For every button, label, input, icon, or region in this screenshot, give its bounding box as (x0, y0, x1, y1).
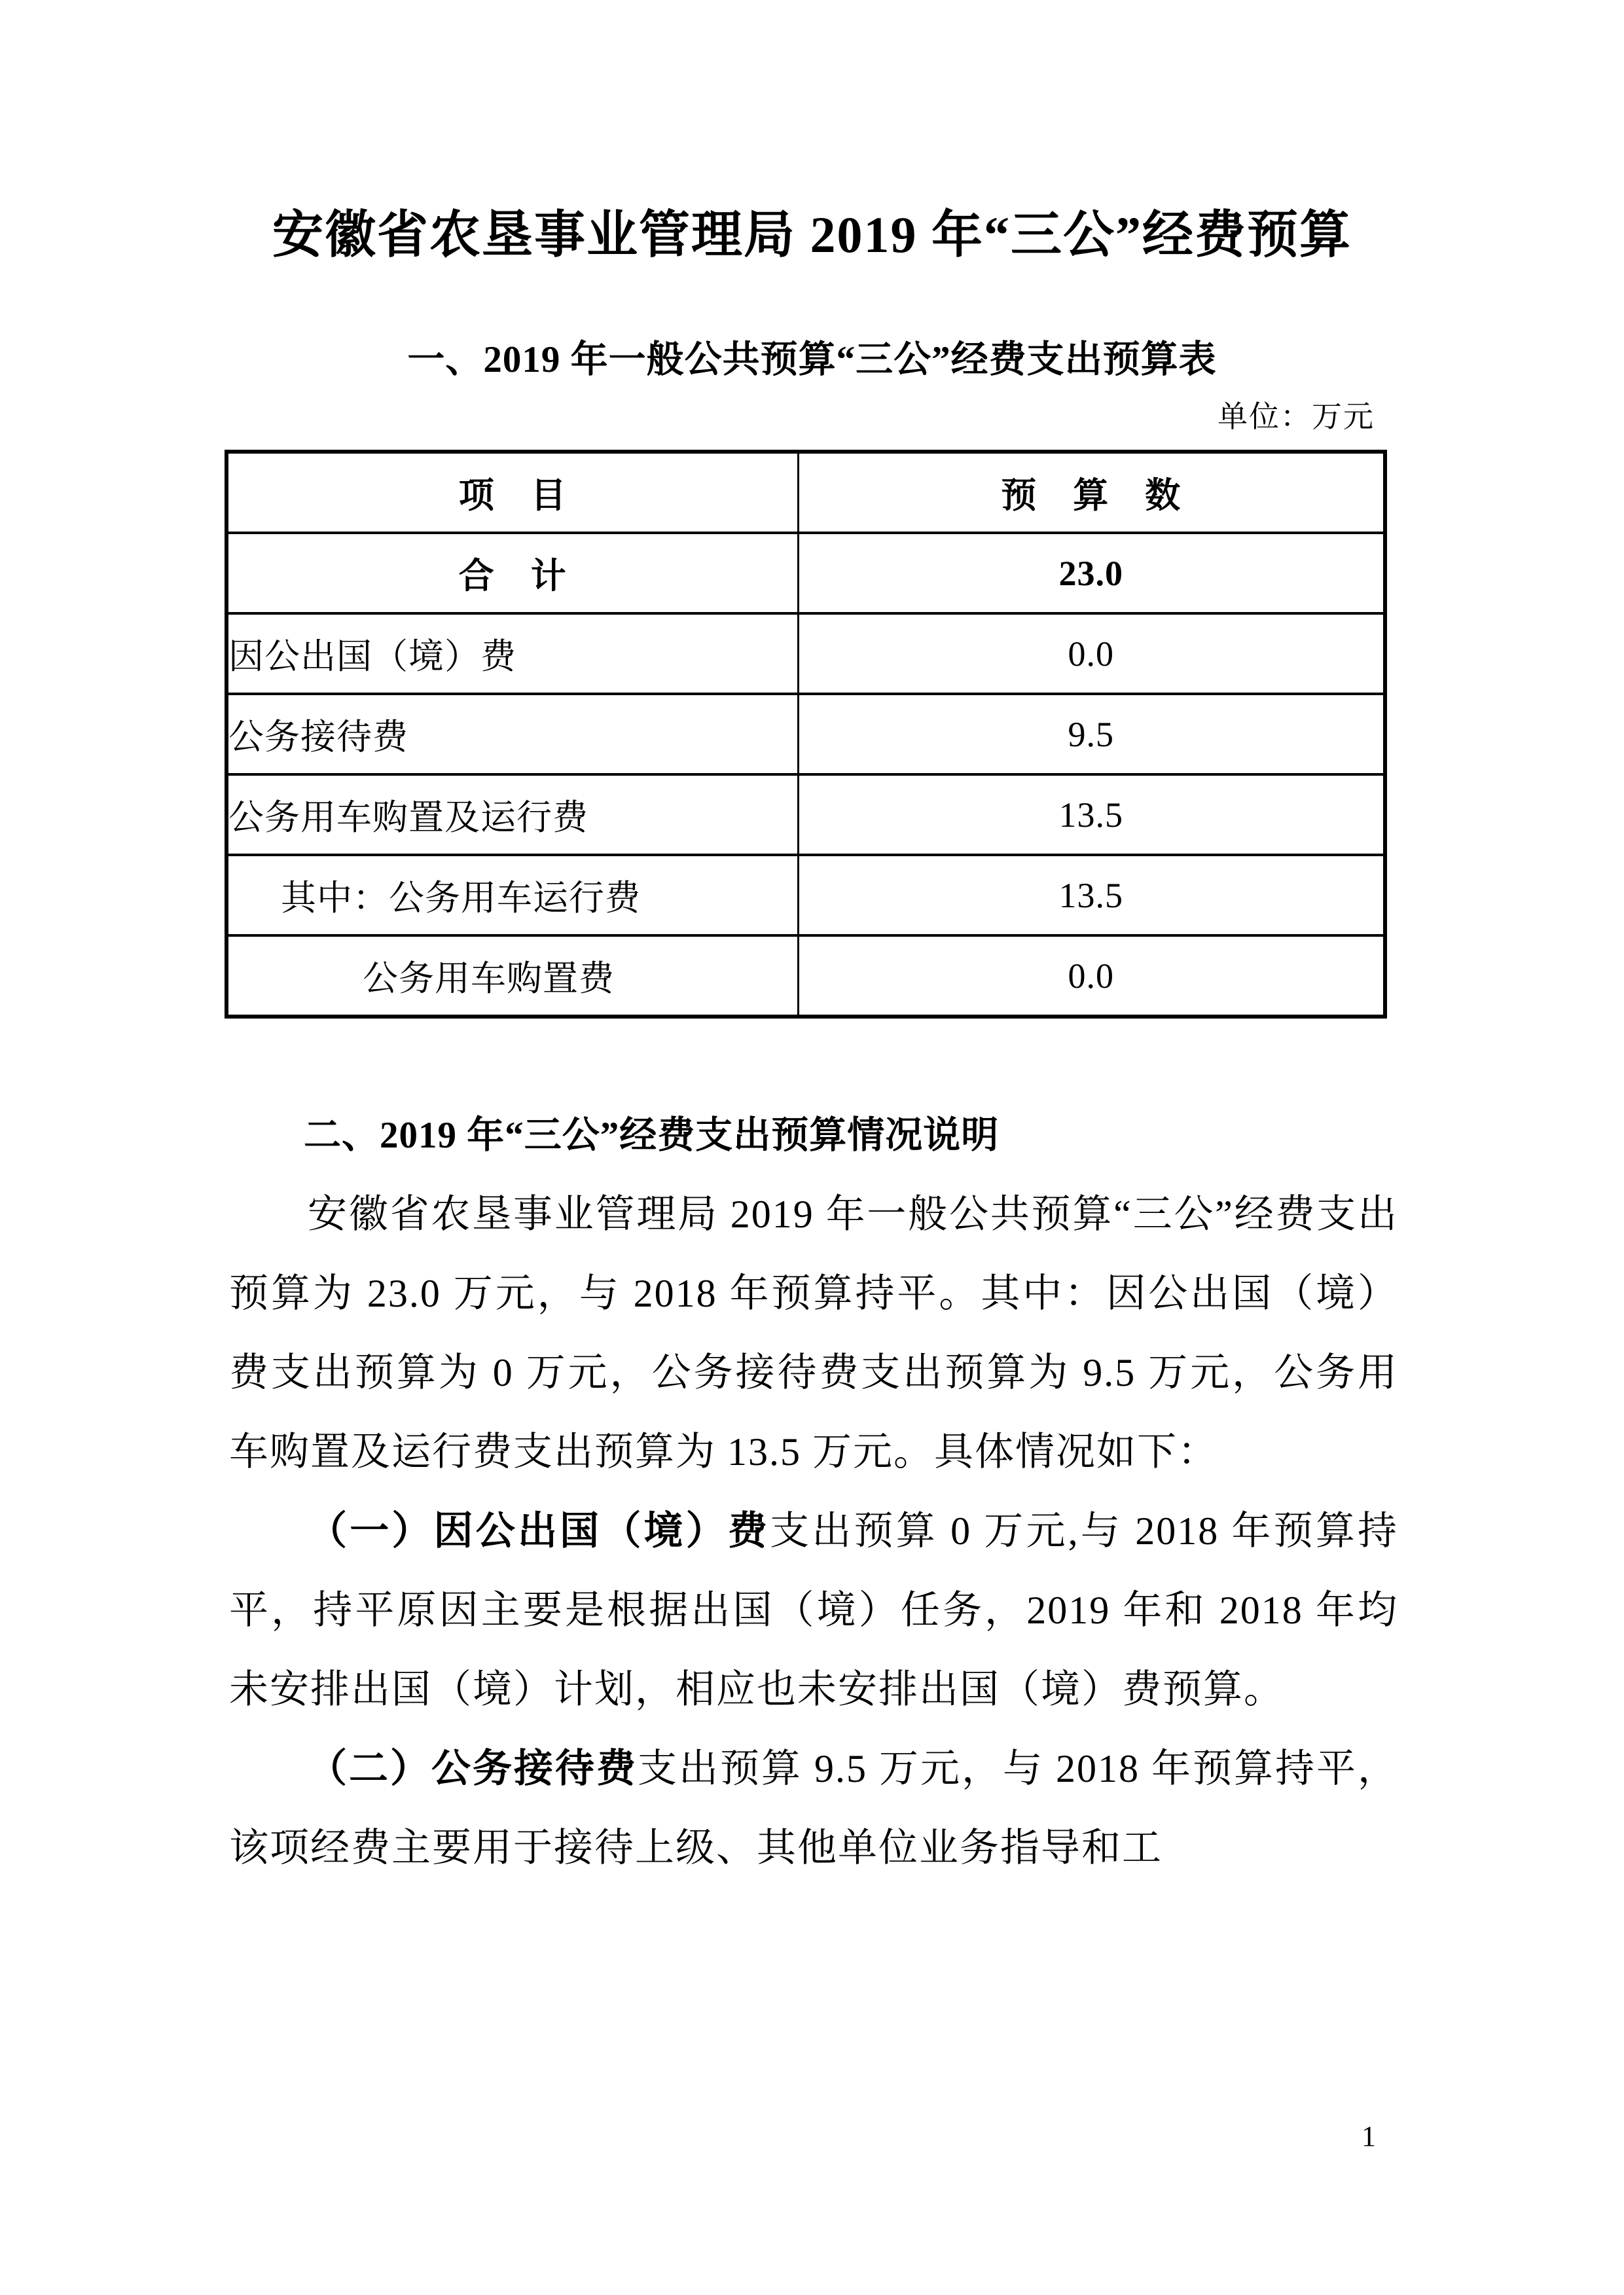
section1-heading: 一、2019 年一般公共预算“三公”经费支出预算表 (407, 339, 1217, 380)
table-row-total (226, 533, 1385, 613)
document-title: 安徽省农垦事业管理局 2019 年“三公”经费预算 (272, 206, 1352, 263)
row-value: 0.0 (798, 613, 1385, 694)
table-row-abroad-fee (226, 613, 1385, 694)
budget-table (225, 450, 1387, 1019)
row-label: 因公出国（境）费 (226, 613, 798, 694)
paragraph-text: 支出预算 0 万元,与 2018 年预算持平，持平原因主要是根据出国（境）任务，2019 年和 2018 年均未安排出国（境）计划，相应也未安排出国（境）费预算。 (229, 1509, 1399, 1711)
paragraph-text: 安徽省农垦事业管理局 2019 年一般公共预算“三公”经费支出预算为 23.0 万元，与 2018 年预算持平。其中：因公出国（境）费支出预算为 0 万元，公务接待费支出预算为 9.5 万元，公务用车购置及运行费支出预算为 13.5 万元。具体情况如下： (229, 1193, 1398, 1473)
table-row-reception-fee (226, 694, 1385, 774)
row-value: 23.0 (798, 533, 1385, 613)
paragraph-text: 支出预算 9.5 万元，与 2018 年预算持平，该项经费主要用于接待上级、其他单位业务指导和工 (229, 1747, 1398, 1870)
page-number: 1 (1362, 2120, 1376, 2152)
row-label: 公务用车购置及运行费 (226, 774, 798, 855)
paragraph-lead: （二）公务接待费 (308, 1747, 638, 1790)
table-header-row (226, 452, 1385, 533)
paragraph-overview (229, 1175, 1398, 1492)
row-value: 13.5 (798, 855, 1385, 935)
row-label: 公务接待费 (226, 694, 798, 774)
table-row-vehicle-total (226, 774, 1385, 855)
row-value: 9.5 (798, 694, 1385, 774)
table-row-vehicle-purchase (226, 935, 1385, 1017)
row-value: 13.5 (798, 774, 1385, 855)
section2-body (229, 1175, 1398, 1888)
paragraph-reception-fee (229, 1729, 1398, 1888)
row-label: 合 计 (226, 533, 798, 613)
section2-heading: 二、2019 年“三公”经费支出预算情况说明 (304, 1115, 1000, 1156)
row-label: 公务用车购置费 (226, 935, 798, 1017)
row-label: 其中：公务用车运行费 (226, 855, 798, 935)
row-value: 0.0 (798, 935, 1385, 1017)
column-header-item: 项 目 (226, 452, 798, 533)
paragraph-lead: （一）因公出国（境）费 (308, 1509, 770, 1553)
paragraph-abroad-fee (229, 1492, 1398, 1729)
unit-note: 单位：万元 (1218, 400, 1375, 433)
table-row-vehicle-operation (226, 855, 1385, 935)
column-header-budget: 预 算 数 (798, 452, 1385, 533)
